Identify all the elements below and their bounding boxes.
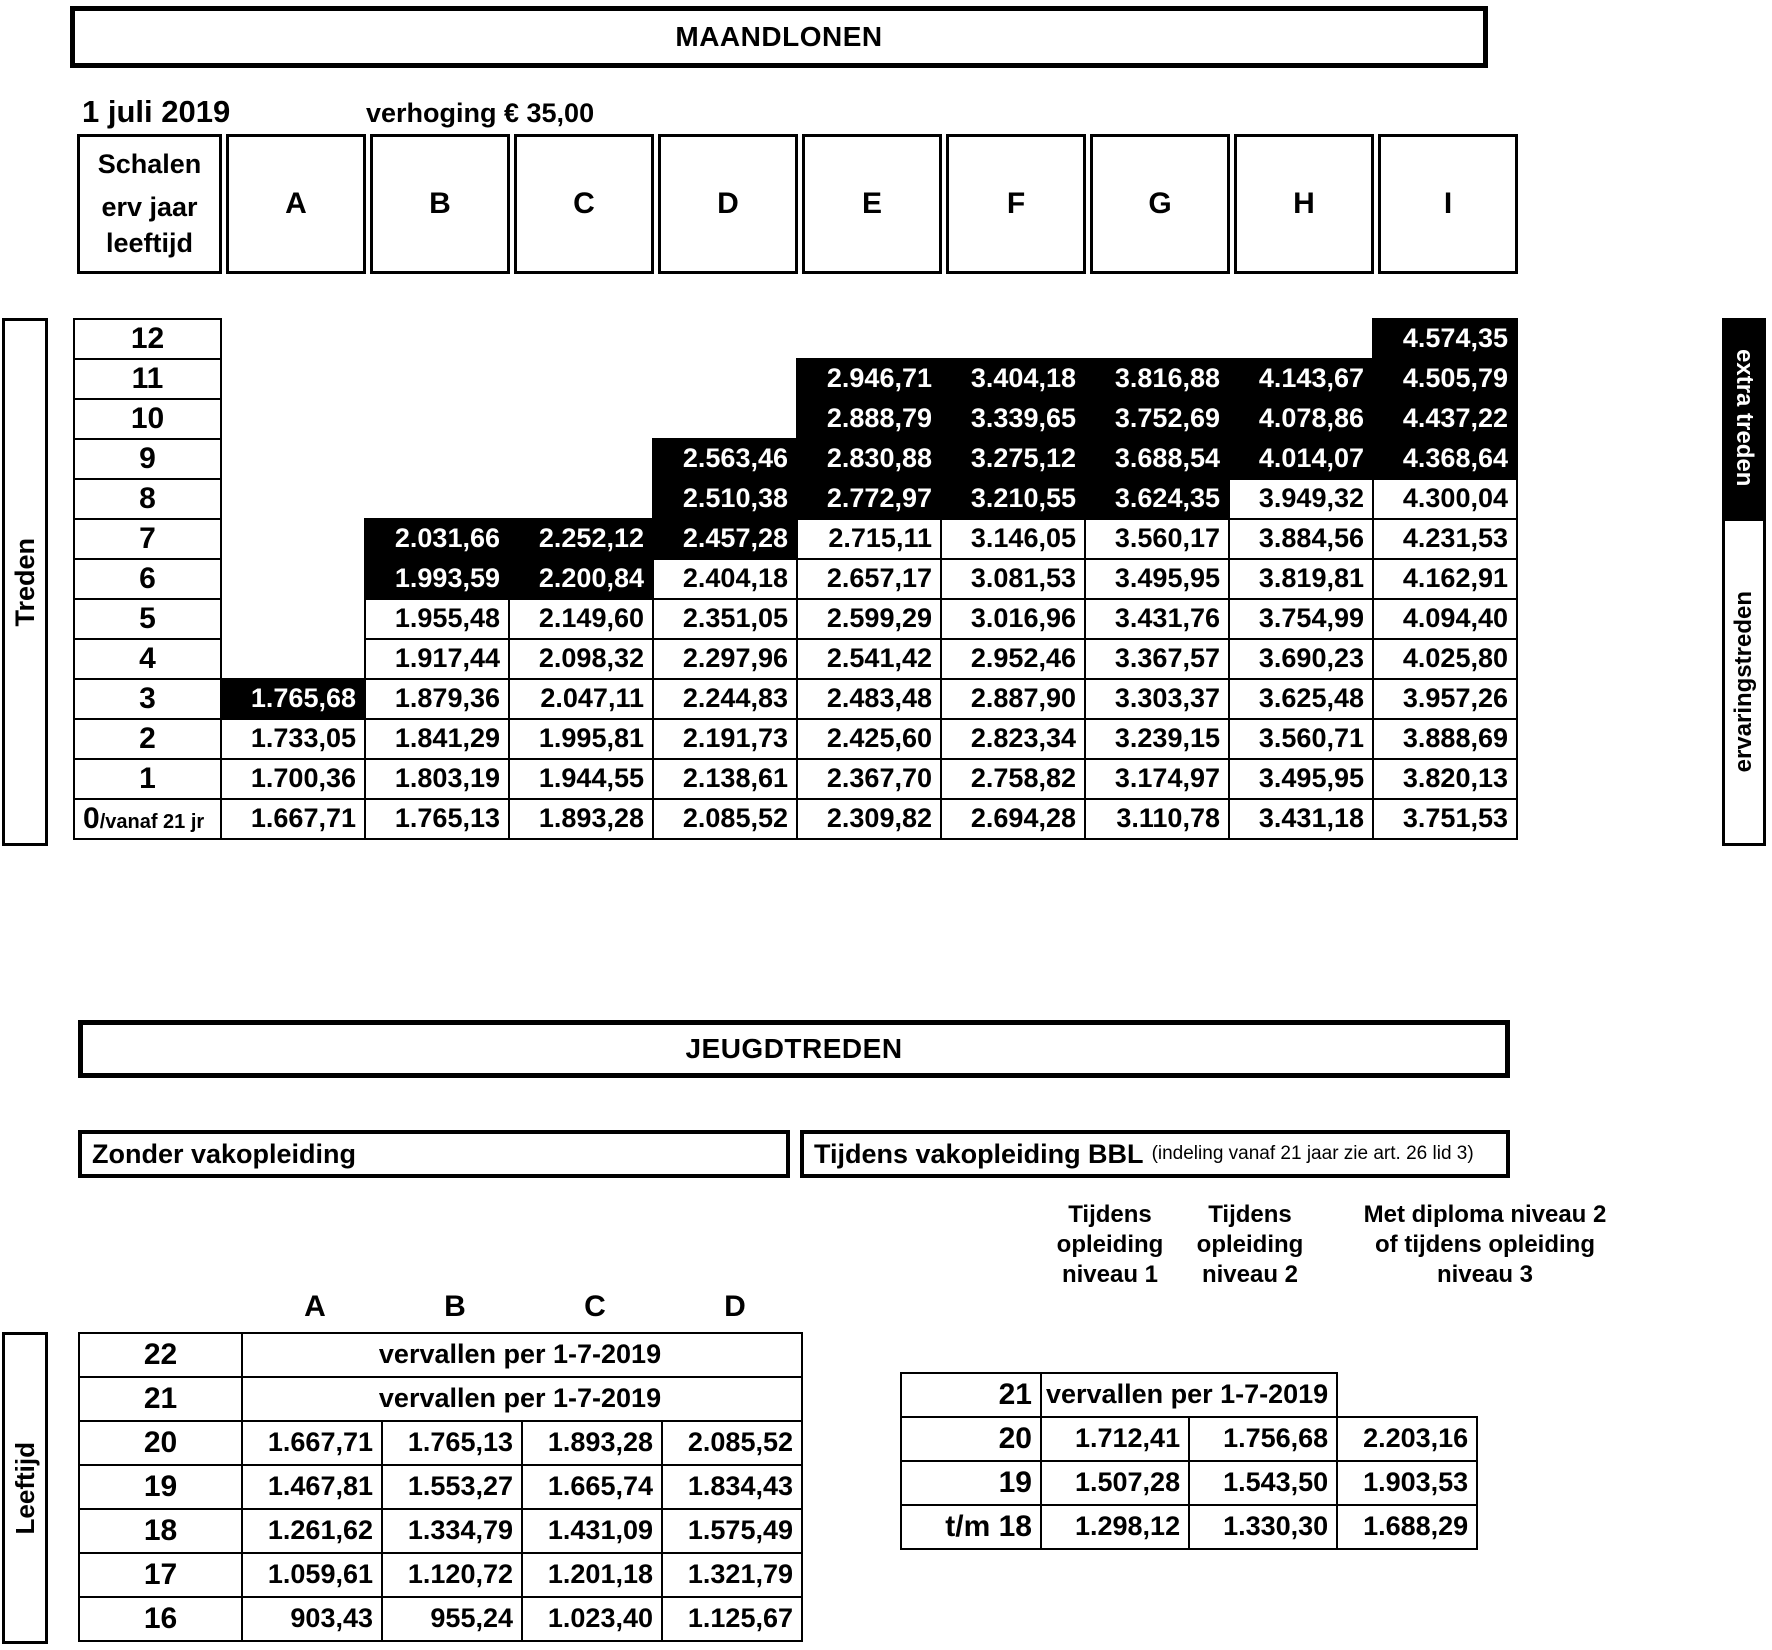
wage-cell: 3.560,71 [1229, 719, 1373, 759]
age-label: t/m 18 [901, 1505, 1041, 1549]
scale-col-e: E [802, 134, 942, 274]
zonder-column-letters [245, 1290, 805, 1324]
wage-cell: 2.887,90 [941, 679, 1085, 719]
wage-cell [509, 359, 653, 399]
wage-cell: 3.752,69 [1085, 399, 1229, 439]
wage-cell: 2.138,61 [653, 759, 797, 799]
jeugdtreden-banner-title: JEUGDTREDEN [685, 1033, 903, 1064]
zonder-rows [79, 1333, 802, 1641]
wage-cell: 2.425,60 [797, 719, 941, 759]
wage-cell: 1.765,13 [365, 799, 509, 839]
table-row [74, 479, 1517, 519]
bbl-header-niveau2 [1180, 1200, 1320, 1290]
wage-cell: 1.879,36 [365, 679, 509, 719]
leeftijd-side-label [2, 1332, 48, 1644]
zonder-vakopleiding-box [78, 1130, 790, 1178]
wage-cell [365, 439, 509, 479]
wage-cell [221, 399, 365, 439]
jeugdtreden-banner [78, 1020, 1510, 1078]
table-row [74, 719, 1517, 759]
table-row [901, 1461, 1477, 1505]
table-row [74, 359, 1517, 399]
wage-cell: 3.404,18 [941, 359, 1085, 399]
bbl-header-line: niveau 3 [1436, 1261, 1534, 1288]
scale-col-c: C [514, 134, 654, 274]
step-label: 3 [74, 679, 221, 719]
bbl-header-line: opleiding [1056, 1231, 1164, 1258]
wage-cell: 2.297,96 [653, 639, 797, 679]
wage-cell [509, 479, 653, 519]
bbl-header-line: Met diploma niveau 2 [1363, 1201, 1607, 1228]
wage-cell: 4.505,79 [1373, 359, 1517, 399]
wage-cell: 1.993,59 [365, 559, 509, 599]
wage-cell: 955,24 [382, 1597, 522, 1641]
bbl-table [900, 1372, 1478, 1550]
wage-cell: 1.059,61 [242, 1553, 382, 1597]
zonder-col-c: C [584, 1290, 606, 1323]
step-label: 11 [74, 359, 221, 399]
schalen-corner-label [77, 134, 222, 274]
wage-cell: 3.625,48 [1229, 679, 1373, 719]
wage-cell: 2.031,66 [365, 519, 509, 559]
table-row [74, 319, 1517, 359]
wage-cell: 1.944,55 [509, 759, 653, 799]
table-row [901, 1373, 1477, 1417]
wage-cell: 3.690,23 [1229, 639, 1373, 679]
wage-cell: 2.309,82 [797, 799, 941, 839]
wage-cell: 4.231,53 [1373, 519, 1517, 559]
maandlonen-banner [70, 6, 1488, 68]
age-label: 21 [901, 1373, 1041, 1417]
wage-cell: 3.431,18 [1229, 799, 1373, 839]
wage-cell: 2.098,32 [509, 639, 653, 679]
wage-cell [221, 319, 365, 359]
treden-side-label-text: Treden [9, 537, 40, 627]
wage-cell [653, 319, 797, 359]
bbl-header-line: Tijdens [1068, 1201, 1152, 1228]
wage-cell: 3.754,99 [1229, 599, 1373, 639]
bbl-header-line: opleiding [1196, 1231, 1304, 1258]
wage-cell: 1.893,28 [509, 799, 653, 839]
wage-cell: 3.884,56 [1229, 519, 1373, 559]
wage-cell: 2.694,28 [941, 799, 1085, 839]
step-suffix: /vanaf 21 jr [99, 811, 205, 833]
wage-cell [221, 479, 365, 519]
wage-cell: 2.367,70 [797, 759, 941, 799]
bbl-header-line: niveau 2 [1201, 1261, 1299, 1288]
scale-col-f: F [946, 134, 1086, 274]
wage-cell: 1.733,05 [221, 719, 365, 759]
age-label: 20 [901, 1417, 1041, 1461]
wage-cell: 1.803,19 [365, 759, 509, 799]
bbl-header-line: Tijdens [1208, 1201, 1292, 1228]
wage-cell: 1.507,28 [1041, 1461, 1189, 1505]
wage-cell [221, 639, 365, 679]
wage-cell: 2.952,46 [941, 639, 1085, 679]
step-label: 4 [74, 639, 221, 679]
wage-cell: 2.772,97 [797, 479, 941, 519]
wage-cell [221, 559, 365, 599]
wage-cell [509, 319, 653, 359]
wage-cell [509, 399, 653, 439]
wage-cell: 3.560,17 [1085, 519, 1229, 559]
wage-cell: 3.495,95 [1085, 559, 1229, 599]
wage-cell: 1.467,81 [242, 1465, 382, 1509]
spacer-cell [1337, 1373, 1477, 1417]
wage-cell: 2.888,79 [797, 399, 941, 439]
wage-cell [365, 359, 509, 399]
wage-cell: 1.330,30 [1189, 1505, 1337, 1549]
wage-cell: 1.841,29 [365, 719, 509, 759]
wage-cell: 3.016,96 [941, 599, 1085, 639]
wage-cell: 2.657,17 [797, 559, 941, 599]
wage-cell [365, 399, 509, 439]
wage-cell: 1.553,27 [382, 1465, 522, 1509]
scale-col-d: D [658, 134, 798, 274]
wage-cell [221, 359, 365, 399]
vervallen-cell: vervallen per 1-7-2019 [242, 1377, 802, 1421]
wage-cell: 1.667,71 [221, 799, 365, 839]
wage-cell: 1.903,53 [1337, 1461, 1477, 1505]
wage-cell [941, 319, 1085, 359]
table-row [74, 639, 1517, 679]
step-label: 9 [74, 439, 221, 479]
table-row [79, 1465, 802, 1509]
ervaringstreden-side-label-text: ervaringstreden [1730, 591, 1757, 773]
wage-cell: 4.368,64 [1373, 439, 1517, 479]
wage-cell: 2.830,88 [797, 439, 941, 479]
wage-cell: 3.624,35 [1085, 479, 1229, 519]
wage-cell: 3.110,78 [1085, 799, 1229, 839]
table-row [79, 1333, 802, 1377]
step-label [74, 799, 221, 839]
step-label: 7 [74, 519, 221, 559]
table-row [74, 399, 1517, 439]
wage-cell: 4.162,91 [1373, 559, 1517, 599]
wage-cell: 2.085,52 [662, 1421, 802, 1465]
table-row [901, 1505, 1477, 1549]
leeftijd-side-label-text: Leeftijd [9, 1441, 40, 1535]
wage-cell [221, 439, 365, 479]
wage-cell: 3.495,95 [1229, 759, 1373, 799]
age-label: 17 [79, 1553, 242, 1597]
wage-cell: 1.955,48 [365, 599, 509, 639]
maandlonen-banner-title: MAANDLONEN [675, 21, 883, 52]
wage-cell: 1.700,36 [221, 759, 365, 799]
scale-col-b: B [370, 134, 510, 274]
vervallen-cell: vervallen per 1-7-2019 [242, 1333, 802, 1377]
wage-cell: 1.201,18 [522, 1553, 662, 1597]
table-row [79, 1421, 802, 1465]
wage-cell: 1.575,49 [662, 1509, 802, 1553]
wage-cell: 1.120,72 [382, 1553, 522, 1597]
scale-col-i: I [1378, 134, 1518, 274]
wage-cell [653, 359, 797, 399]
table-row [74, 679, 1517, 719]
wage-cell: 1.688,29 [1337, 1505, 1477, 1549]
zonder-col-b: B [444, 1290, 466, 1323]
wage-cell: 3.688,54 [1085, 439, 1229, 479]
wage-cell: 4.437,22 [1373, 399, 1517, 439]
wage-cell [1085, 319, 1229, 359]
wage-cell: 3.819,81 [1229, 559, 1373, 599]
wage-cell: 4.025,80 [1373, 639, 1517, 679]
wage-cell: 2.149,60 [509, 599, 653, 639]
wage-cell: 2.483,48 [797, 679, 941, 719]
wage-cell: 2.047,11 [509, 679, 653, 719]
wage-cell: 4.143,67 [1229, 359, 1373, 399]
wage-cell: 3.210,55 [941, 479, 1085, 519]
wage-cell: 2.563,46 [653, 439, 797, 479]
wage-cell: 1.667,71 [242, 1421, 382, 1465]
wage-cell: 3.816,88 [1085, 359, 1229, 399]
table-row [74, 519, 1517, 559]
wage-cell [221, 519, 365, 559]
wage-cell: 3.957,26 [1373, 679, 1517, 719]
wage-cell: 2.351,05 [653, 599, 797, 639]
wage-cell: 3.820,13 [1373, 759, 1517, 799]
corner-line-3: leeftijd [105, 227, 193, 258]
wage-cell: 3.751,53 [1373, 799, 1517, 839]
wage-cell: 1.995,81 [509, 719, 653, 759]
wage-cell: 1.765,13 [382, 1421, 522, 1465]
wage-cell: 1.431,09 [522, 1509, 662, 1553]
age-label: 20 [79, 1421, 242, 1465]
zonder-vakopleiding-title: Zonder vakopleiding [92, 1138, 357, 1169]
wage-cell: 3.949,32 [1229, 479, 1373, 519]
wage-cell: 3.081,53 [941, 559, 1085, 599]
corner-line-2: erv jaar [101, 192, 198, 223]
wage-cell: 1.665,74 [522, 1465, 662, 1509]
maandlonen-table [73, 318, 1518, 840]
wage-cell: 3.367,57 [1085, 639, 1229, 679]
wage-cell [221, 599, 365, 639]
step-label: 12 [74, 319, 221, 359]
step-number: 0 [83, 802, 100, 835]
scale-col-a: A [226, 134, 366, 274]
wage-cell: 1.334,79 [382, 1509, 522, 1553]
age-label: 18 [79, 1509, 242, 1553]
wage-cell: 1.765,68 [221, 679, 365, 719]
table-row [901, 1417, 1477, 1461]
wage-cell [509, 439, 653, 479]
wage-cell: 2.404,18 [653, 559, 797, 599]
wage-cell: 2.599,29 [797, 599, 941, 639]
wage-cell: 2.758,82 [941, 759, 1085, 799]
table-row [79, 1553, 802, 1597]
ervaringstreden-side-label [1722, 518, 1766, 846]
age-label: 19 [901, 1461, 1041, 1505]
wage-cell: 1.917,44 [365, 639, 509, 679]
wage-cell: 3.339,65 [941, 399, 1085, 439]
bbl-header-line: niveau 1 [1061, 1261, 1159, 1288]
wage-cell: 4.300,04 [1373, 479, 1517, 519]
scale-header-row [73, 134, 1522, 274]
wage-cell: 1.125,67 [662, 1597, 802, 1641]
wage-cell [365, 319, 509, 359]
wage-cell: 1.298,12 [1041, 1505, 1189, 1549]
wage-cell: 1.321,79 [662, 1553, 802, 1597]
table-row [79, 1377, 802, 1421]
corner-line-1: Schalen [97, 149, 202, 180]
wage-cell: 3.146,05 [941, 519, 1085, 559]
wage-cell: 2.203,16 [1337, 1417, 1477, 1461]
zonder-vakopleiding-table [78, 1332, 803, 1642]
wage-cell: 4.094,40 [1373, 599, 1517, 639]
table-row [79, 1597, 802, 1641]
scale-col-h: H [1234, 134, 1374, 274]
bbl-title: Tijdens vakopleiding BBL [814, 1138, 1144, 1169]
vervallen-cell: vervallen per 1-7-2019 [1041, 1373, 1337, 1417]
wage-cell: 3.888,69 [1373, 719, 1517, 759]
bbl-rows [901, 1373, 1477, 1549]
wage-cell: 2.946,71 [797, 359, 941, 399]
table-row [74, 799, 1517, 839]
table-row [74, 439, 1517, 479]
zonder-col-d: D [724, 1290, 746, 1323]
wage-cell: 1.543,50 [1189, 1461, 1337, 1505]
zonder-col-a: A [304, 1290, 326, 1323]
wage-cell: 3.275,12 [941, 439, 1085, 479]
table-row [74, 759, 1517, 799]
wage-cell: 2.252,12 [509, 519, 653, 559]
increase-amount: verhoging € 35,00 [366, 98, 595, 128]
step-label: 2 [74, 719, 221, 759]
table-row [74, 559, 1517, 599]
step-label: 5 [74, 599, 221, 639]
wage-cell: 2.085,52 [653, 799, 797, 839]
bbl-column-headers [1040, 1200, 1650, 1290]
wage-cell: 1.023,40 [522, 1597, 662, 1641]
table-row [74, 599, 1517, 639]
wage-cell: 4.014,07 [1229, 439, 1373, 479]
bbl-box [800, 1130, 1510, 1178]
wage-cell [653, 399, 797, 439]
wage-cell: 1.893,28 [522, 1421, 662, 1465]
wage-cell: 2.457,28 [653, 519, 797, 559]
scale-col-g: G [1090, 134, 1230, 274]
wage-cell: 2.541,42 [797, 639, 941, 679]
step-label: 8 [74, 479, 221, 519]
wage-cell: 3.174,97 [1085, 759, 1229, 799]
wage-cell: 4.078,86 [1229, 399, 1373, 439]
step-label: 10 [74, 399, 221, 439]
extra-treden-side-label [1722, 318, 1766, 518]
wage-cell: 1.834,43 [662, 1465, 802, 1509]
effective-date: 1 juli 2019 [82, 94, 231, 129]
wage-cell [797, 319, 941, 359]
wage-cell: 2.200,84 [509, 559, 653, 599]
bbl-header-niveau1 [1040, 1200, 1180, 1290]
wage-cell: 1.261,62 [242, 1509, 382, 1553]
step-label: 1 [74, 759, 221, 799]
step-label: 6 [74, 559, 221, 599]
age-label: 16 [79, 1597, 242, 1641]
wage-cell: 1.756,68 [1189, 1417, 1337, 1461]
wage-cell [1229, 319, 1373, 359]
wage-cell [365, 479, 509, 519]
wage-cell: 3.431,76 [1085, 599, 1229, 639]
wage-cell: 2.510,38 [653, 479, 797, 519]
wage-cell: 3.239,15 [1085, 719, 1229, 759]
wage-cell: 1.712,41 [1041, 1417, 1189, 1461]
bbl-header-niveau3 [1320, 1200, 1650, 1290]
age-label: 19 [79, 1465, 242, 1509]
wage-cell: 3.303,37 [1085, 679, 1229, 719]
bbl-header-line: of tijdens opleiding [1375, 1231, 1595, 1258]
wage-cell: 903,43 [242, 1597, 382, 1641]
table-row [79, 1509, 802, 1553]
wage-cell: 4.574,35 [1373, 319, 1517, 359]
bbl-note: (indeling vanaf 21 jaar zie art. 26 lid 3) [1151, 1143, 1474, 1164]
wage-cell: 2.823,34 [941, 719, 1085, 759]
wage-cell: 2.715,11 [797, 519, 941, 559]
age-label: 21 [79, 1377, 242, 1421]
maandlonen-rows [74, 319, 1517, 839]
age-label: 22 [79, 1333, 242, 1377]
wage-cell: 2.244,83 [653, 679, 797, 719]
treden-side-label [2, 318, 48, 846]
extra-treden-side-label-text: extra treden [1731, 349, 1758, 487]
wage-cell: 2.191,73 [653, 719, 797, 759]
